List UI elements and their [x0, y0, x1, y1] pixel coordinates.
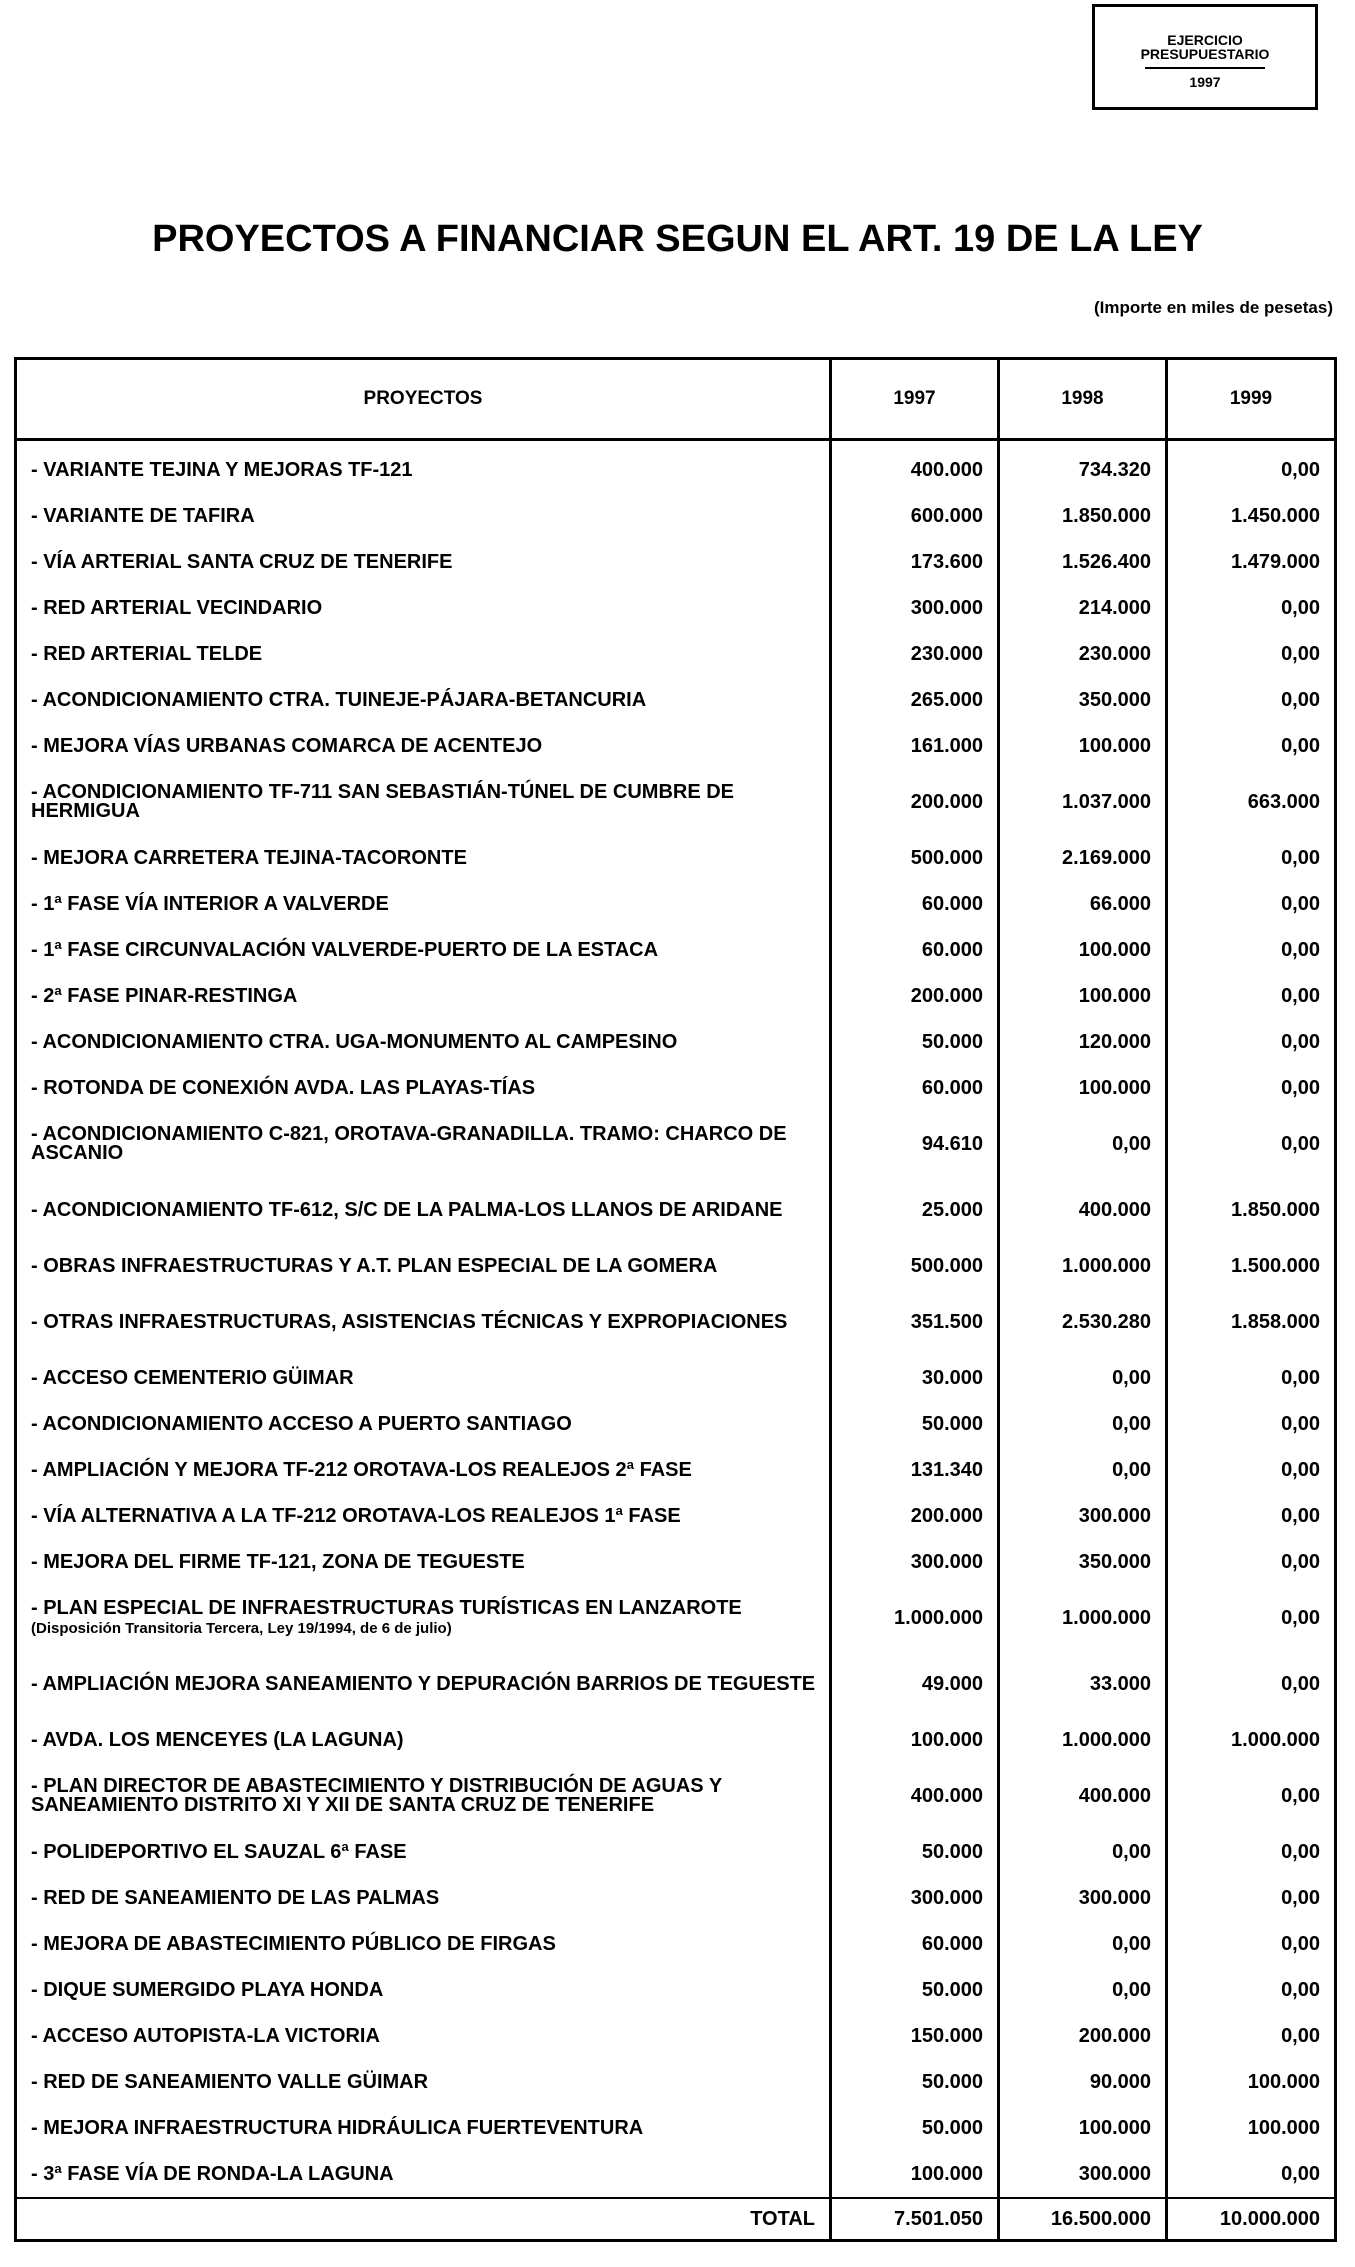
project-name-text: - 1ª FASE VÍA INTERIOR A VALVERDE — [31, 892, 389, 915]
amount-1999: 0,00 — [1167, 1401, 1336, 1447]
project-name-text: - RED DE SANEAMIENTO DE LAS PALMAS — [31, 1886, 440, 1909]
amount-1998: 100.000 — [999, 973, 1167, 1019]
total-1997: 7.501.050 — [831, 2198, 999, 2241]
project-name — [16, 2151, 831, 2198]
amount-1998: 400.000 — [999, 1763, 1167, 1829]
project-name-text: - OTRAS INFRAESTRUCTURAS, ASISTENCIAS TÉCNICAS Y EXPROPIACIONES — [31, 1310, 788, 1333]
amount-1998: 1.526.400 — [999, 539, 1167, 585]
total-label: TOTAL — [16, 2198, 831, 2241]
amount-1999: 0,00 — [1167, 723, 1336, 769]
project-name — [16, 2059, 831, 2105]
table-row — [16, 2059, 1336, 2105]
amount-1999: 0,00 — [1167, 585, 1336, 631]
amount-1999: 100.000 — [1167, 2059, 1336, 2105]
amount-1997: 300.000 — [831, 1539, 999, 1585]
amount-1998: 300.000 — [999, 2151, 1167, 2198]
project-name — [16, 1539, 831, 1585]
total-1999: 10.000.000 — [1167, 2198, 1336, 2241]
project-name — [16, 1355, 831, 1401]
table-row — [16, 1493, 1336, 1539]
project-name-note: (Disposición Transitoria Tercera, Ley 19/1994, de 6 de julio) — [31, 1619, 452, 1637]
amount-1999: 0,00 — [1167, 1539, 1336, 1585]
table-row — [16, 2151, 1336, 2198]
project-name — [16, 1921, 831, 1967]
project-name — [16, 1829, 831, 1875]
project-name — [16, 1651, 831, 1717]
table-row — [16, 1651, 1336, 1717]
project-name — [16, 1177, 831, 1243]
amount-1998: 66.000 — [999, 881, 1167, 927]
amount-1998: 100.000 — [999, 1065, 1167, 1111]
amount-1998: 120.000 — [999, 1019, 1167, 1065]
project-name-text: - ACCESO CEMENTERIO GÜIMAR — [31, 1366, 354, 1389]
stamp-line-1: EJERCICIO — [1167, 32, 1243, 48]
amount-1997: 200.000 — [831, 973, 999, 1019]
table-row — [16, 677, 1336, 723]
amount-1997: 500.000 — [831, 835, 999, 881]
amount-1999: 0,00 — [1167, 1651, 1336, 1717]
amount-1997: 600.000 — [831, 493, 999, 539]
amount-1997: 500.000 — [831, 1243, 999, 1289]
table-row — [16, 1763, 1336, 1829]
amount-1999: 663.000 — [1167, 769, 1336, 835]
amount-1997: 50.000 — [831, 1829, 999, 1875]
table-row — [16, 2013, 1336, 2059]
project-name-text: - VÍA ALTERNATIVA A LA TF-212 OROTAVA-LOS REALEJOS 1ª FASE — [31, 1504, 681, 1527]
amount-1997: 100.000 — [831, 2151, 999, 2198]
project-name — [16, 1111, 831, 1177]
table-row — [16, 723, 1336, 769]
amount-1997: 60.000 — [831, 927, 999, 973]
table-row — [16, 1921, 1336, 1967]
table-row — [16, 631, 1336, 677]
table-row — [16, 440, 1336, 494]
amount-1999: 0,00 — [1167, 1585, 1336, 1651]
amount-1997: 30.000 — [831, 1355, 999, 1401]
amount-1999: 0,00 — [1167, 1447, 1336, 1493]
amount-1999: 0,00 — [1167, 973, 1336, 1019]
amount-1998: 1.000.000 — [999, 1243, 1167, 1289]
table-row — [16, 835, 1336, 881]
project-name — [16, 1967, 831, 2013]
project-name-text: - ACONDICIONAMIENTO TF-612, S/C DE LA PALMA-LOS LLANOS DE ARIDANE — [31, 1198, 783, 1221]
project-name — [16, 1585, 831, 1651]
project-name-text: - 3ª FASE VÍA DE RONDA-LA LAGUNA — [31, 2162, 394, 2185]
units-note: (Importe en miles de pesetas) — [1093, 298, 1333, 317]
amount-1998: 0,00 — [999, 1967, 1167, 2013]
amount-1997: 400.000 — [831, 1763, 999, 1829]
amount-1999: 0,00 — [1167, 1355, 1336, 1401]
project-name-text: - VÍA ARTERIAL SANTA CRUZ DE TENERIFE — [31, 550, 453, 573]
table-row — [16, 1111, 1336, 1177]
amount-1998: 0,00 — [999, 1111, 1167, 1177]
project-name-text: - ROTONDA DE CONEXIÓN AVDA. LAS PLAYAS-TÍAS — [31, 1076, 536, 1099]
project-name-text: - DIQUE SUMERGIDO PLAYA HONDA — [31, 1978, 384, 2001]
amount-1997: 50.000 — [831, 2059, 999, 2105]
amount-1999: 0,00 — [1167, 1019, 1336, 1065]
amount-1999: 0,00 — [1167, 881, 1336, 927]
project-name — [16, 677, 831, 723]
amount-1999: 0,00 — [1167, 440, 1336, 494]
table-row — [16, 493, 1336, 539]
amount-1998: 0,00 — [999, 1447, 1167, 1493]
amount-1998: 350.000 — [999, 677, 1167, 723]
amount-1997: 265.000 — [831, 677, 999, 723]
header-projects: PROYECTOS — [16, 359, 831, 440]
amount-1998: 0,00 — [999, 1921, 1167, 1967]
table-row — [16, 1177, 1336, 1243]
amount-1997: 94.610 — [831, 1111, 999, 1177]
project-name — [16, 631, 831, 677]
project-name — [16, 585, 831, 631]
project-name-text: - ACONDICIONAMIENTO CTRA. TUINEJE-PÁJARA-BETANCURIA — [31, 688, 647, 711]
amount-1999: 1.000.000 — [1167, 1717, 1336, 1763]
stamp-year: 1997 — [1189, 74, 1221, 90]
amount-1998: 1.850.000 — [999, 493, 1167, 539]
project-name-text: - RED DE SANEAMIENTO VALLE GÜIMAR — [31, 2070, 429, 2093]
amount-1999: 100.000 — [1167, 2105, 1336, 2151]
table-row — [16, 1585, 1336, 1651]
amount-1999: 0,00 — [1167, 1763, 1336, 1829]
project-name — [16, 881, 831, 927]
header-1999: 1999 — [1167, 359, 1336, 440]
project-name — [16, 723, 831, 769]
project-name — [16, 1493, 831, 1539]
amount-1998: 1.000.000 — [999, 1717, 1167, 1763]
amount-1998: 400.000 — [999, 1177, 1167, 1243]
amount-1997: 300.000 — [831, 1875, 999, 1921]
amount-1999: 0,00 — [1167, 1493, 1336, 1539]
amount-1999: 1.450.000 — [1167, 493, 1336, 539]
amount-1998: 0,00 — [999, 1829, 1167, 1875]
header-1998: 1998 — [999, 359, 1167, 440]
amount-1997: 300.000 — [831, 585, 999, 631]
amount-1998: 2.169.000 — [999, 835, 1167, 881]
amount-1999: 0,00 — [1167, 835, 1336, 881]
amount-1998: 100.000 — [999, 723, 1167, 769]
project-name — [16, 1401, 831, 1447]
project-name-text: - POLIDEPORTIVO EL SAUZAL 6ª FASE — [31, 1840, 407, 1863]
project-name-text: - VARIANTE DE TAFIRA — [31, 504, 255, 527]
project-name-text: - PLAN DIRECTOR DE ABASTECIMIENTO Y DISTRIBUCIÓN DE AGUAS Y SANEAMIENTO DISTRITO XI Y XII DE SANTA CRUZ DE TENERIFE — [31, 1775, 722, 1816]
amount-1999: 0,00 — [1167, 1829, 1336, 1875]
project-name-text: - OBRAS INFRAESTRUCTURAS Y A.T. PLAN ESPECIAL DE LA GOMERA — [31, 1254, 718, 1277]
amount-1997: 60.000 — [831, 1921, 999, 1967]
document-title: PROYECTOS A FINANCIAR SEGUN EL ART. 19 DE LA LEY — [152, 218, 1203, 260]
amount-1998: 100.000 — [999, 927, 1167, 973]
amount-1999: 0,00 — [1167, 1065, 1336, 1111]
amount-1998: 1.000.000 — [999, 1585, 1167, 1651]
project-name — [16, 1763, 831, 1829]
project-name — [16, 769, 831, 835]
amount-1999: 0,00 — [1167, 1875, 1336, 1921]
amount-1998: 214.000 — [999, 585, 1167, 631]
project-name-text: - MEJORA CARRETERA TEJINA-TACORONTE — [31, 846, 467, 869]
amount-1999: 0,00 — [1167, 1921, 1336, 1967]
amount-1997: 230.000 — [831, 631, 999, 677]
project-name — [16, 1717, 831, 1763]
project-name — [16, 539, 831, 585]
table-row — [16, 539, 1336, 585]
project-name-text: - RED ARTERIAL VECINDARIO — [31, 596, 323, 619]
project-name-text: - ACONDICIONAMIENTO ACCESO A PUERTO SANTIAGO — [31, 1412, 572, 1435]
amount-1998: 300.000 — [999, 1493, 1167, 1539]
amount-1998: 2.530.280 — [999, 1289, 1167, 1355]
table-row — [16, 1967, 1336, 2013]
amount-1997: 49.000 — [831, 1651, 999, 1717]
amount-1999: 0,00 — [1167, 631, 1336, 677]
amount-1997: 351.500 — [831, 1289, 999, 1355]
project-name — [16, 1447, 831, 1493]
amount-1997: 60.000 — [831, 881, 999, 927]
amount-1997: 25.000 — [831, 1177, 999, 1243]
table-row — [16, 927, 1336, 973]
table-row — [16, 1717, 1336, 1763]
amount-1997: 400.000 — [831, 440, 999, 494]
project-name — [16, 2105, 831, 2151]
amount-1997: 1.000.000 — [831, 1585, 999, 1651]
amount-1998: 100.000 — [999, 2105, 1167, 2151]
project-name — [16, 1065, 831, 1111]
project-name-text: - 2ª FASE PINAR-RESTINGA — [31, 984, 298, 1007]
project-name-text: - MEJORA DEL FIRME TF-121, ZONA DE TEGUESTE — [31, 1550, 525, 1573]
amount-1998: 300.000 — [999, 1875, 1167, 1921]
amount-1997: 131.340 — [831, 1447, 999, 1493]
amount-1999: 0,00 — [1167, 1111, 1336, 1177]
project-name-text: - MEJORA VÍAS URBANAS COMARCA DE ACENTEJO — [31, 734, 543, 757]
project-name — [16, 1289, 831, 1355]
project-name — [16, 2013, 831, 2059]
table-row — [16, 1065, 1336, 1111]
project-name — [16, 973, 831, 1019]
amount-1997: 50.000 — [831, 2105, 999, 2151]
amount-1997: 161.000 — [831, 723, 999, 769]
table-row — [16, 1401, 1336, 1447]
total-1998: 16.500.000 — [999, 2198, 1167, 2241]
stamp-line-2: PRESUPUESTARIO — [1140, 46, 1270, 62]
amount-1998: 734.320 — [999, 440, 1167, 494]
amount-1998: 350.000 — [999, 1539, 1167, 1585]
project-name — [16, 927, 831, 973]
table-row — [16, 1355, 1336, 1401]
amount-1999: 1.850.000 — [1167, 1177, 1336, 1243]
table-row — [16, 973, 1336, 1019]
project-name-text: - MEJORA INFRAESTRUCTURA HIDRÁULICA FUERTEVENTURA — [31, 2116, 644, 2139]
table-row — [16, 1829, 1336, 1875]
amount-1999: 1.500.000 — [1167, 1243, 1336, 1289]
table-row — [16, 1447, 1336, 1493]
amount-1997: 150.000 — [831, 2013, 999, 2059]
project-name-text: - ACONDICIONAMIENTO CTRA. UGA-MONUMENTO AL CAMPESINO — [31, 1030, 678, 1053]
project-name-text: - ACCESO AUTOPISTA-LA VICTORIA — [31, 2024, 380, 2047]
amount-1999: 1.858.000 — [1167, 1289, 1336, 1355]
amount-1998: 0,00 — [999, 1401, 1167, 1447]
table-body — [16, 440, 1336, 2199]
project-name — [16, 1243, 831, 1289]
table-row — [16, 1539, 1336, 1585]
project-name-text: - MEJORA DE ABASTECIMIENTO PÚBLICO DE FIRGAS — [31, 1932, 556, 1955]
table-row — [16, 1019, 1336, 1065]
project-name-text: - ACONDICIONAMIENTO TF-711 SAN SEBASTIÁN-TÚNEL DE CUMBRE DE HERMIGUA — [31, 781, 735, 822]
table-row — [16, 585, 1336, 631]
project-name-text: - VARIANTE TEJINA Y MEJORAS TF-121 — [31, 458, 413, 481]
amount-1997: 50.000 — [831, 1967, 999, 2013]
amount-1999: 0,00 — [1167, 2013, 1336, 2059]
table-row — [16, 2105, 1336, 2151]
project-name-text: - RED ARTERIAL TELDE — [31, 642, 263, 665]
header-1997: 1997 — [831, 359, 999, 440]
amount-1999: 0,00 — [1167, 2151, 1336, 2198]
amount-1997: 200.000 — [831, 1493, 999, 1539]
amount-1997: 173.600 — [831, 539, 999, 585]
table-row — [16, 1875, 1336, 1921]
project-name — [16, 440, 831, 494]
amount-1998: 230.000 — [999, 631, 1167, 677]
amount-1997: 50.000 — [831, 1401, 999, 1447]
amount-1997: 60.000 — [831, 1065, 999, 1111]
budget-year-stamp — [1092, 4, 1318, 110]
project-name — [16, 1875, 831, 1921]
total-row — [16, 2198, 1336, 2241]
stamp-divider — [1145, 67, 1265, 69]
table-row — [16, 881, 1336, 927]
table-header-row — [16, 359, 1336, 440]
project-name-text: - PLAN ESPECIAL DE INFRAESTRUCTURAS TURÍSTICAS EN LANZAROTE — [31, 1596, 742, 1619]
amount-1998: 0,00 — [999, 1355, 1167, 1401]
table-row — [16, 1289, 1336, 1355]
project-name-text: - 1ª FASE CIRCUNVALACIÓN VALVERDE-PUERTO DE LA ESTACA — [31, 938, 659, 961]
amount-1998: 90.000 — [999, 2059, 1167, 2105]
table-row — [16, 769, 1336, 835]
project-name — [16, 835, 831, 881]
table-row — [16, 1243, 1336, 1289]
amount-1997: 50.000 — [831, 1019, 999, 1065]
amount-1997: 200.000 — [831, 769, 999, 835]
project-name-text: - AVDA. LOS MENCEYES (LA LAGUNA) — [31, 1728, 404, 1751]
project-name-text: - AMPLIACIÓN Y MEJORA TF-212 OROTAVA-LOS REALEJOS 2ª FASE — [31, 1458, 692, 1481]
amount-1999: 1.479.000 — [1167, 539, 1336, 585]
amount-1998: 33.000 — [999, 1651, 1167, 1717]
amount-1998: 1.037.000 — [999, 769, 1167, 835]
project-name-text: - ACONDICIONAMIENTO C-821, OROTAVA-GRANADILLA. TRAMO: CHARCO DE ASCANIO — [31, 1123, 787, 1164]
project-name-text: - AMPLIACIÓN MEJORA SANEAMIENTO Y DEPURACIÓN BARRIOS DE TEGUESTE — [31, 1672, 816, 1695]
amount-1998: 200.000 — [999, 2013, 1167, 2059]
amount-1999: 0,00 — [1167, 927, 1336, 973]
amount-1999: 0,00 — [1167, 677, 1336, 723]
projects-table — [14, 357, 1337, 2242]
amount-1999: 0,00 — [1167, 1967, 1336, 2013]
amount-1997: 100.000 — [831, 1717, 999, 1763]
project-name — [16, 493, 831, 539]
project-name — [16, 1019, 831, 1065]
